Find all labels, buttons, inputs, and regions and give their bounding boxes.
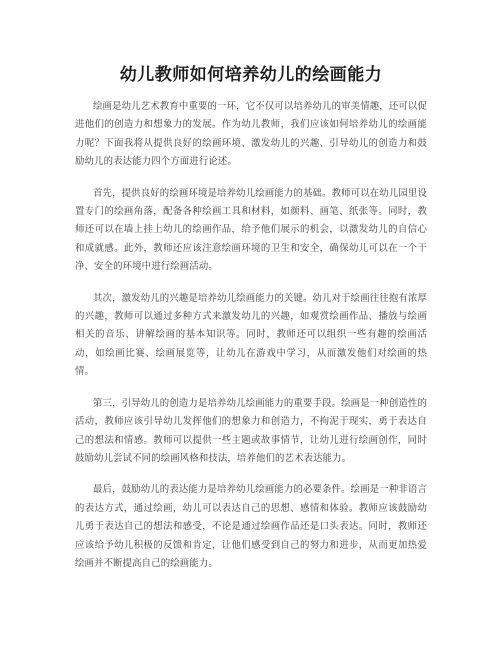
paragraph-environment: 首先，提供良好的绘画环境是培养幼儿绘画能力的基础。教师可以在幼儿园里设置专门的绘画角落，配备各种绘画工具和材料，如颜料、画笔、纸张等。同时，教师还可以在墙上挂上幼儿的绘画作品，给予他们展示的机会，以激发幼儿的自信心和成就感。此外，教师还应该注意绘画环境的卫生和安全，确保幼儿可以在一个干净、安全的环境中进行绘画活动。 <box>75 187 427 273</box>
paragraph-creativity: 第三，引导幼儿的创造力是培养幼儿绘画能力的重要手段。绘画是一种创造性的活动，教师应该引导幼儿发挥他们的想象力和创造力，不拘泥于现实，勇于表达自己的想法和情感。教师可以提供一些主题或故事情节，让幼儿进行绘画创作，同时鼓励幼儿尝试不同的绘画风格和技法，培养他们的艺术表达能力。 <box>75 397 427 464</box>
paragraph-intro: 绘画是幼儿艺术教育中重要的一环，它不仅可以培养幼儿的审美情趣，还可以促进他们的创造力和想象力的发展。作为幼儿教师，我们应该如何培养幼儿的绘画能力呢？下面我将从提供良好的绘画环境、激发幼儿的兴趣、引导幼儿的创造力和鼓励幼儿的表达能力四个方面进行论述。 <box>75 101 427 168</box>
document-title: 幼儿教师如何培养幼儿的绘画能力 <box>119 65 383 85</box>
paragraph-expression: 最后，鼓励幼儿的表达能力是培养幼儿绘画能力的必要条件。绘画是一种非语言的表达方式，通过绘画，幼儿可以表达自己的思想、感情和体验。教师应该鼓励幼儿勇于表达自己的想法和感受，不论是通过绘画作品还是口头表达。同时，教师还应该给予幼儿积极的反馈和肯定，让他们感受到自己的努力和进步，从而更加热爱绘画并不断提高自己的绘画能力。 <box>75 484 427 569</box>
paragraph-interest: 其次，激发幼儿的兴趣是培养幼儿绘画能力的关键。幼儿对于绘画往往抱有浓厚的兴趣，教师可以通过多种方式来激发幼儿的兴趣，如观赏绘画作品、播放与绘画相关的音乐、讲解绘画的基本知识等。同时，教师还可以组织一些有趣的绘画活动，如绘画比赛、绘画展览等，让幼儿在游戏中学习，从而激发他们对绘画的热情。 <box>75 292 427 378</box>
document-body <box>75 98 427 586</box>
